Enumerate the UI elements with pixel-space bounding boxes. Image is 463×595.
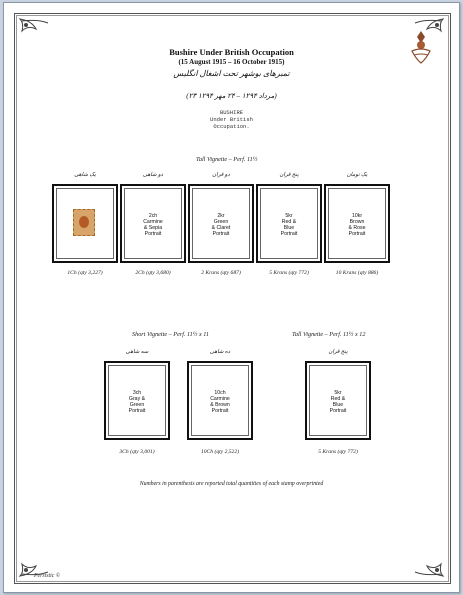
- stamp-slot-3ch: [104, 361, 170, 440]
- corner-ornament-top-left: [18, 17, 52, 39]
- signature: Persistic ©: [34, 573, 61, 579]
- stamp-image: [73, 209, 95, 236]
- denomination-persian: ده شاهی: [209, 349, 231, 355]
- stamp-caption: 2 Krans (qty 687): [201, 270, 241, 276]
- denomination-persian: یک شاهی: [74, 172, 96, 178]
- page-border-inner: [16, 15, 449, 582]
- stamp-description: 10ch Carmine & Brown Portrait: [210, 390, 230, 414]
- denomination-persian: یک تومان: [346, 172, 368, 178]
- stamp-caption: 1Ch (qty 3,227): [67, 270, 103, 276]
- stamp-description: 2ch Carmine & Sepia Portrait: [143, 213, 163, 237]
- stamp-description: 3ch Gray & Green Portrait: [128, 390, 146, 414]
- stamp-slot-10kr: [324, 184, 390, 263]
- stamp-caption: 2Ch (qty 3,680): [135, 270, 171, 276]
- page-dates: (15 August 1915 – 16 October 1915): [178, 58, 285, 66]
- denomination-persian: دو شاهی: [142, 172, 164, 178]
- denomination-persian: سه شاهی: [125, 349, 149, 355]
- album-page: [3, 2, 460, 593]
- stamp-description: 2kr Green & Claret Portrait: [211, 213, 231, 237]
- stamp-caption: 10Ch (qty 2,522): [200, 449, 240, 455]
- overprint-line-1: BUSHIRE: [219, 109, 244, 116]
- stamp-description: 5kr Red & Blue Portrait: [329, 390, 347, 414]
- stamp-slot-10ch: [187, 361, 253, 440]
- stamp-slot-5kr: [256, 184, 322, 263]
- stamp-caption: 5 Krans (qty 772): [318, 449, 358, 455]
- footnote: Numbers in parenthesis are reported total quantities of each stamp overprinted: [139, 481, 324, 487]
- stamp-caption: 5 Krans (qty 772): [269, 270, 309, 276]
- denomination-persian: پنج قران: [328, 349, 348, 355]
- section-label-short-vignette: Short Vignette – Perf. 11½ x 11: [132, 331, 209, 338]
- stamp-caption: 10 Krans (qty 886): [335, 270, 379, 276]
- stamp-slot-5kr-2: [305, 361, 371, 440]
- page-title: Bushire Under British Occupation: [169, 47, 294, 57]
- denomination-persian: پنج قران: [279, 172, 299, 178]
- overprint-line-3: Occupation.: [213, 123, 250, 130]
- stamp-caption: 3Ch (qty 3,001): [119, 449, 155, 455]
- stamp-slot-2kr: [188, 184, 254, 263]
- section-label-tall-vignette: Tall Vignette – Perf. 11½: [196, 156, 258, 163]
- stamp-description: 5kr Red & Blue Portrait: [280, 213, 298, 237]
- persian-dates: (۲۳ مرداد ۱۲۹۴ – ۲۴ مهر ۱۲۹۴): [186, 92, 277, 100]
- overprint-line-2: Under British: [210, 116, 253, 123]
- stamp-slot-2ch: [120, 184, 186, 263]
- stamp-slot-1ch: [52, 184, 118, 263]
- persian-title: تمبرهای بوشهر تحت اشغال انگلیس: [173, 69, 290, 78]
- section-label-tall-vignette-2: Tall Vignette – Perf. 11½ x 12: [292, 331, 366, 338]
- stamp-description: 10kr Brown & Rose Portrait: [348, 213, 366, 237]
- denomination-persian: دو قران: [212, 172, 230, 178]
- corner-ornament-bottom-right: [411, 556, 445, 578]
